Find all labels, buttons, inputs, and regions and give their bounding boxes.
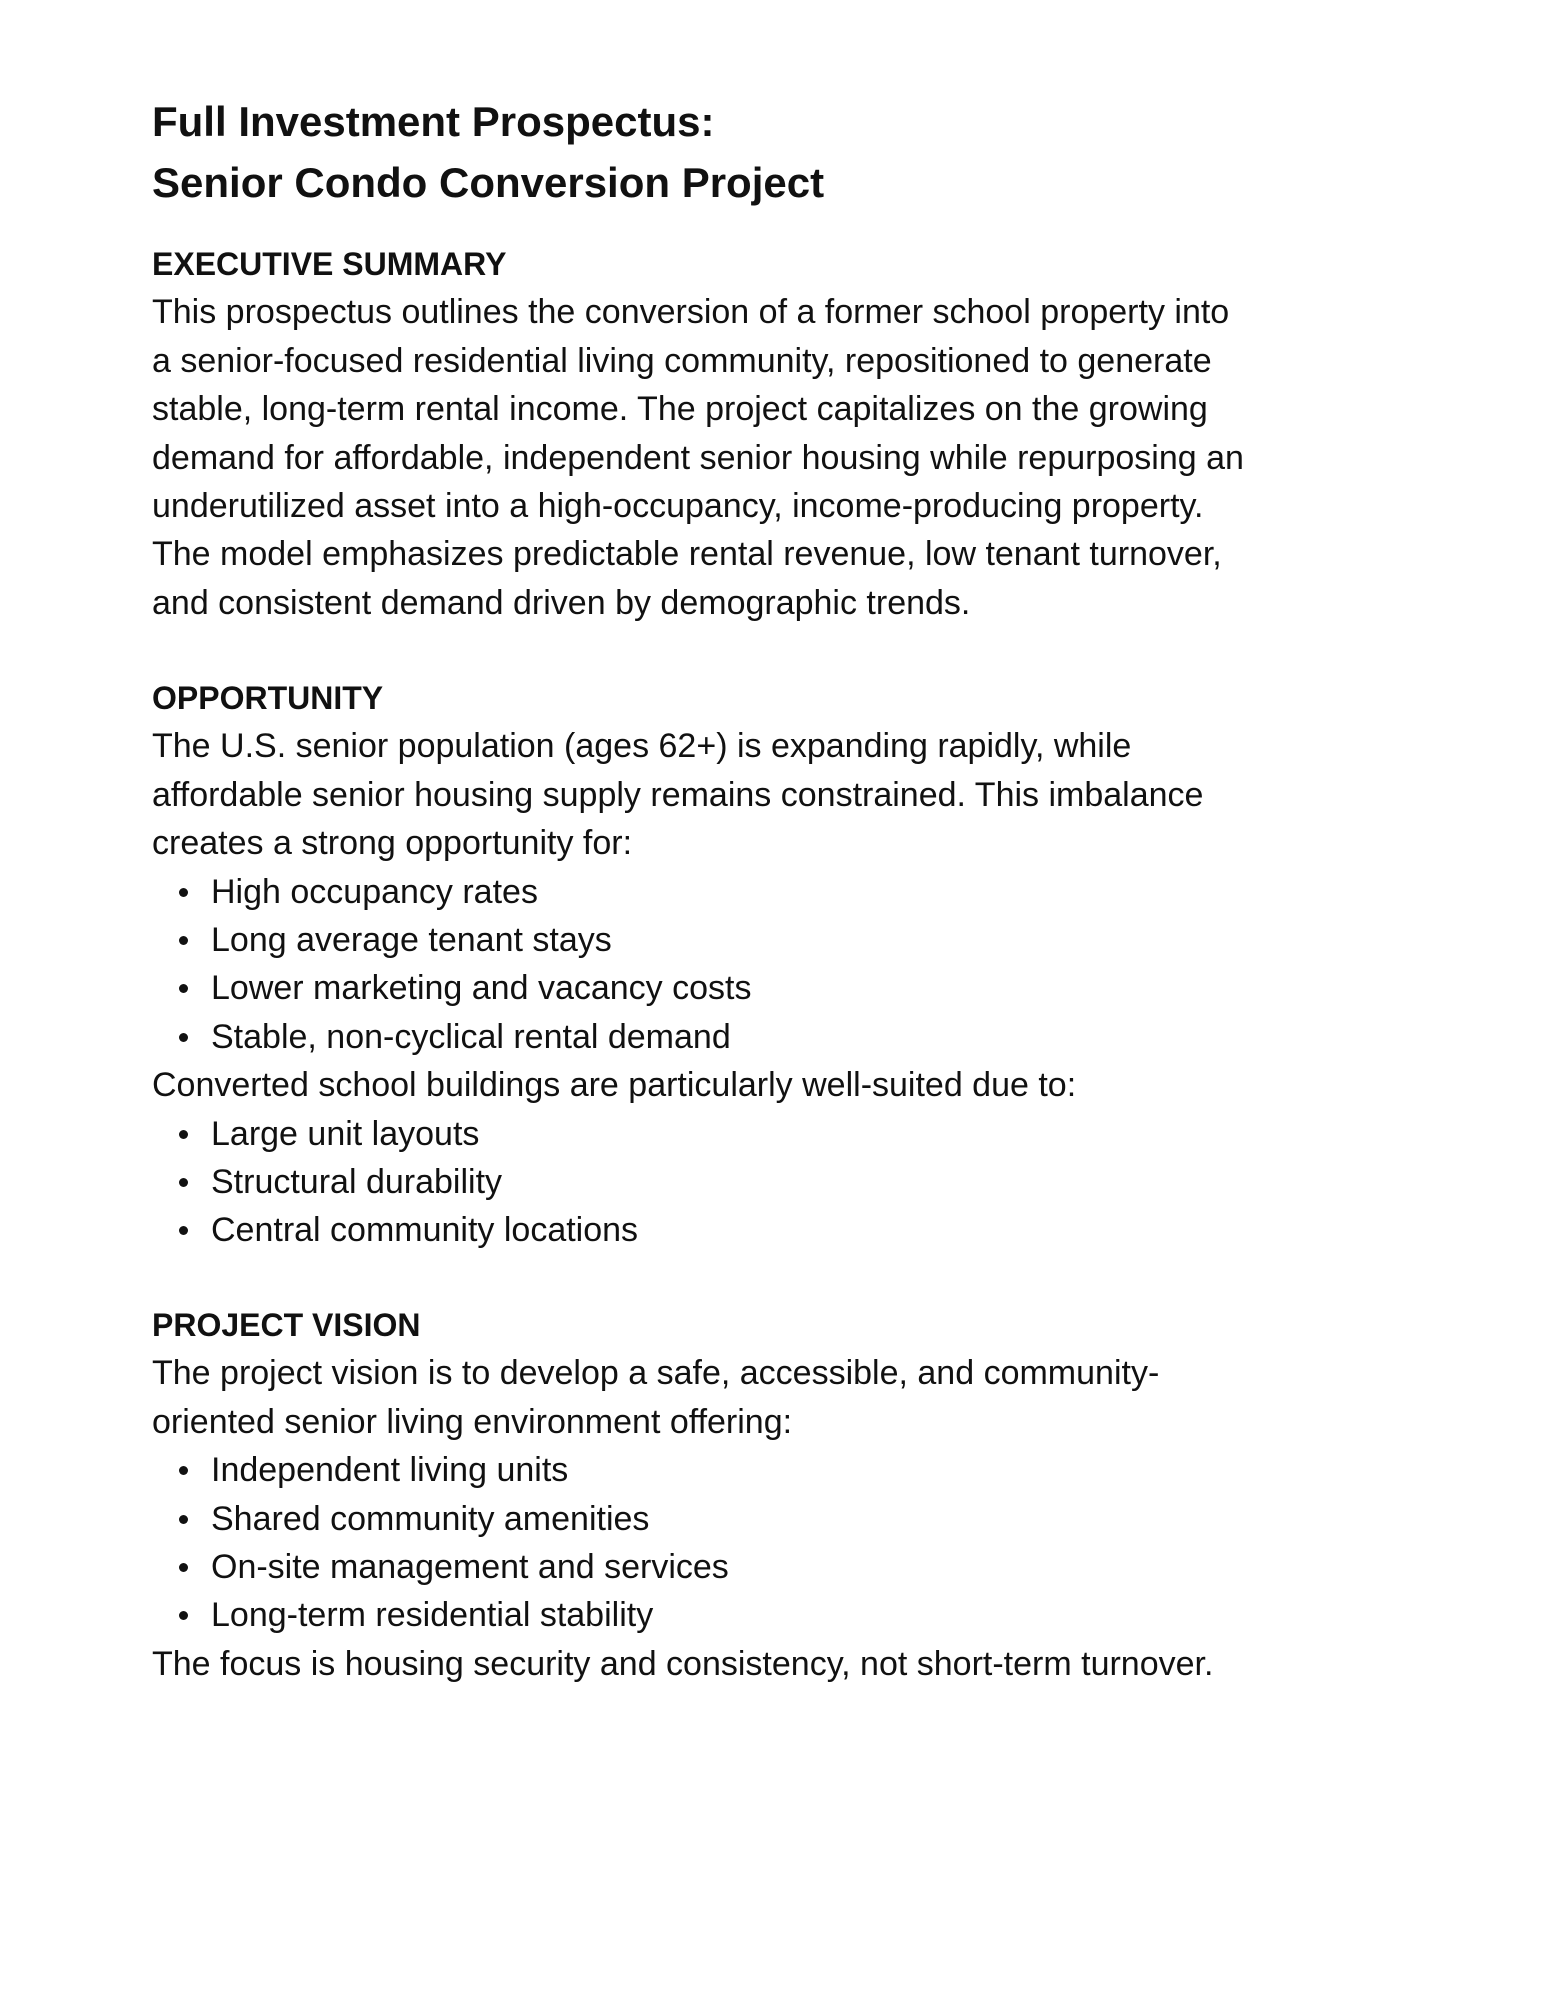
paragraph-line: a senior-focused residential living community, repositioned to generate (152, 341, 1212, 380)
executive-summary-section (152, 240, 1244, 627)
paragraph-line: creates a strong opportunity for: (152, 824, 633, 863)
paragraph-line: The model emphasizes predictable rental revenue, low tenant turnover, (152, 535, 1222, 574)
paragraph-line: This prospectus outlines the conversion of a former school property into (152, 293, 1230, 332)
bullet-list (152, 1446, 1213, 1640)
paragraph-line: and consistent demand driven by demographic trends. (152, 583, 971, 622)
bullet-list (152, 1110, 1203, 1255)
paragraph-line: affordable senior housing supply remains constrained. This imbalance (152, 775, 1204, 814)
document-title (152, 91, 824, 213)
project-vision-section (152, 1301, 1213, 1688)
paragraph-line: The project vision is to develop a safe, accessible, and community- (152, 1354, 1160, 1393)
paragraph-line: The focus is housing security and consistency, not short-term turnover. (152, 1644, 1214, 1683)
paragraph-line: demand for affordable, independent senior housing while repurposing an (152, 438, 1244, 477)
list-item: Structural durability (152, 1158, 1203, 1206)
section-heading: EXECUTIVE SUMMARY (152, 246, 507, 282)
list-item: Independent living units (152, 1446, 1213, 1494)
paragraph-line: stable, long-term rental income. The project capitalizes on the growing (152, 390, 1208, 429)
list-item: Long average tenant stays (152, 916, 1203, 964)
list-item: On-site management and services (152, 1543, 1213, 1591)
list-item: Large unit layouts (152, 1110, 1203, 1158)
list-item: Long-term residential stability (152, 1591, 1213, 1639)
title-line-1: Full Investment Prospectus: (152, 98, 715, 145)
opportunity-section (152, 674, 1203, 1255)
paragraph-line: The U.S. senior population (ages 62+) is expanding rapidly, while (152, 727, 1132, 766)
paragraph-line: oriented senior living environment offering: (152, 1402, 793, 1441)
list-item: Shared community amenities (152, 1495, 1213, 1543)
title-line-2: Senior Condo Conversion Project (152, 159, 825, 206)
paragraph-line: Converted school buildings are particularly well-suited due to: (152, 1066, 1077, 1105)
section-heading: OPPORTUNITY (152, 680, 384, 716)
list-item: Lower marketing and vacancy costs (152, 964, 1203, 1012)
list-item: Central community locations (152, 1206, 1203, 1254)
paragraph-line: underutilized asset into a high-occupancy, income-producing property. (152, 487, 1204, 526)
bullet-list (152, 868, 1203, 1062)
list-item: High occupancy rates (152, 868, 1203, 916)
section-heading: PROJECT VISION (152, 1307, 421, 1343)
list-item: Stable, non-cyclical rental demand (152, 1013, 1203, 1061)
